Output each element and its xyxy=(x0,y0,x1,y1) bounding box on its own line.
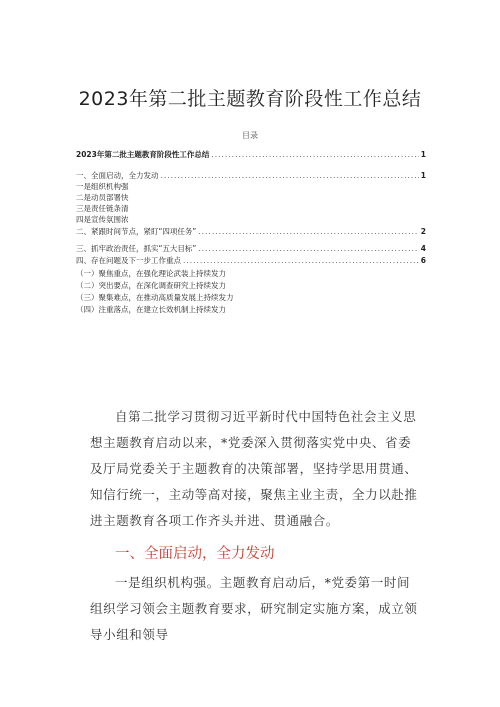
intro-paragraph: 自第二批学习贯彻习近平新时代中国特色社会主义思想主题教育启动以来，*党委深入贯彻落实党中央、省委及厅局党委关于主题教育的决策部署，坚持学思用贯通、知信行统一，主动等高对接，聚焦主业主责，全力以赴推进主题教育各项工作齐头并进、贯通融合。 xyxy=(90,409,418,528)
toc-heading: 目录 xyxy=(242,131,258,140)
section-heading-1: 一、全面启动，全力发动 xyxy=(115,546,275,562)
toc-entry[interactable] xyxy=(76,150,426,160)
toc-leader-dots xyxy=(198,227,419,237)
toc-entry-text: 三是责任链条清 xyxy=(76,204,129,213)
toc-entry-text: 二、紧跟时间节点，紧盯“四项任务” xyxy=(76,227,197,236)
toc-entry-text: 三、抓牢政治责任，抓实“五大目标” xyxy=(76,244,197,253)
toc-entry-text: （一）聚焦重点，在强化理论武装上持续发力 xyxy=(76,269,226,278)
toc-entry-text: （二）突出要点，在深化调查研究上持续发力 xyxy=(76,281,226,290)
toc-entry-text: 2023年第二批主题教育阶段性工作总结 xyxy=(76,150,210,159)
toc-entry[interactable] xyxy=(76,227,426,237)
toc-entry-text: 一、全面启动，全力发动 xyxy=(76,171,159,180)
toc-entry[interactable] xyxy=(76,182,129,192)
toc-leader-dots xyxy=(211,150,418,160)
toc-entry[interactable] xyxy=(76,244,426,254)
toc-entry-text: 四、存在问题及下一步工作重点 xyxy=(76,256,181,265)
toc-entry[interactable] xyxy=(76,256,426,266)
toc-entry-text: （三）聚集难点，在推动高质量发展上持续发力 xyxy=(76,293,234,302)
toc-page-number: 1 xyxy=(420,150,426,159)
toc-entry[interactable] xyxy=(76,281,226,291)
section-1-paragraph: 一是组织机构强。主题教育启动后，*党委第一时间组织学习领会主题教育要求，研究制定实施方案，成立领导小组和领导 xyxy=(90,575,418,642)
toc-entry[interactable] xyxy=(76,215,129,225)
toc-entry[interactable] xyxy=(76,171,426,181)
toc-entry-text: 四是宣传氛围浓 xyxy=(76,215,129,224)
toc-page-number: 4 xyxy=(420,244,426,253)
toc-entry[interactable] xyxy=(76,193,129,203)
toc-entry[interactable] xyxy=(76,305,226,315)
toc-entry-text: 二是动员部署快 xyxy=(76,193,129,202)
document-title: 2023年第二批主题教育阶段性工作总结 xyxy=(78,88,422,110)
toc-page-number: 1 xyxy=(420,171,426,180)
toc-entry-text: （四）注重落点，在建立长效机制上持续发力 xyxy=(76,305,226,314)
toc-entry[interactable] xyxy=(76,269,226,279)
toc-leader-dots xyxy=(198,244,419,254)
toc-leader-dots xyxy=(161,171,419,181)
toc-entry[interactable] xyxy=(76,293,234,303)
toc-page-number: 2 xyxy=(420,227,426,236)
toc-entry-text: 一是组织机构强 xyxy=(76,182,129,191)
toc-leader-dots xyxy=(183,256,419,266)
toc-entry[interactable] xyxy=(76,204,129,214)
toc-page-number: 6 xyxy=(420,256,426,265)
